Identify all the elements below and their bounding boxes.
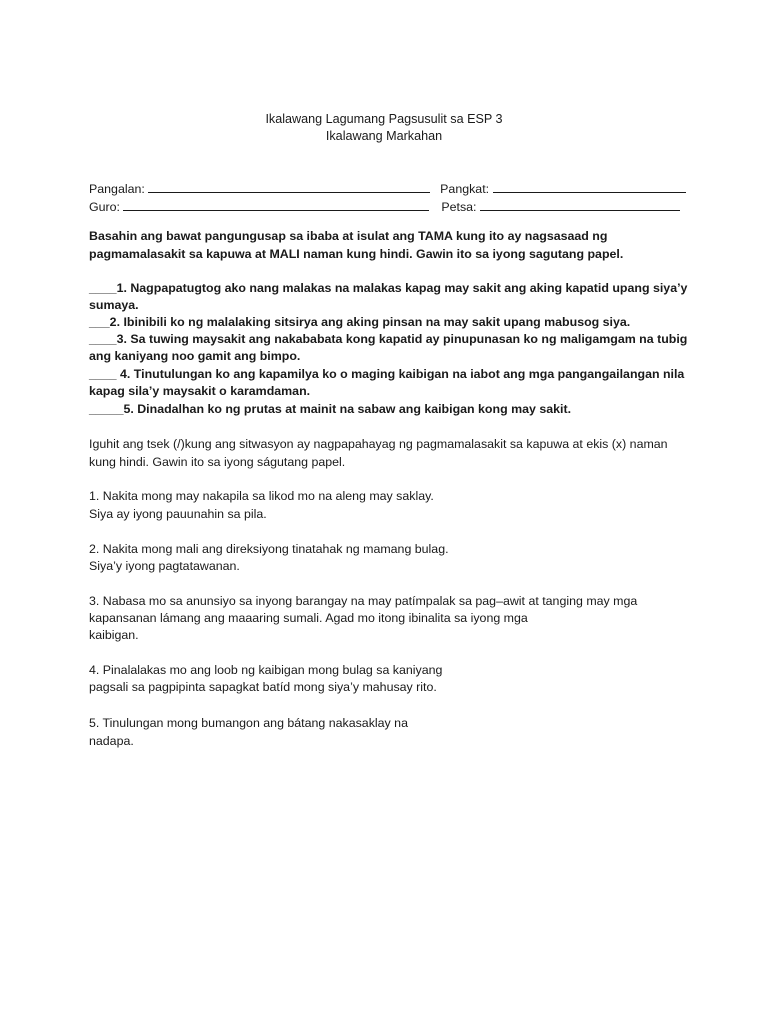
part1-item-2: ___2. Ibinibili ko ng malalaking sitsirya ang aking pinsan na may sakit upang mabusog siya. — [89, 315, 631, 329]
part1-item-1-line-1: ____1. Nagpapatugtog ako nang malakas na malakas kapag may sakit ang aking kapatid upang siya’y — [89, 281, 688, 295]
part2-instructions-line-2: kung hindi. Gawin ito sa iyong ságutang papel. — [89, 455, 346, 469]
part2-item-3-line-1: 3. Nabasa mo sa anunsiyo sa inyong barangay na may patímpalak sa pag–awit at tanging may mga — [89, 594, 638, 608]
part1-item-4-line-2: kapag sila’y maysakit o karamdaman. — [89, 384, 311, 398]
teacher-blank[interactable] — [123, 198, 429, 211]
part2-item-5-line-2: nadapa. — [89, 734, 134, 748]
part2-item-2-line-1: 2. Nakita mong mali ang direksiyong tinatahak ng mamang bulag. — [89, 542, 449, 556]
document-title: Ikalawang Lagumang Pagsusulit sa ESP 3 — [265, 112, 503, 126]
part1-item-3-line-1: ____3. Sa tuwing maysakit ang nakababata kong kapatid ay pinupunasan ko ng maligamgam na tubig — [89, 332, 688, 346]
part1-item-3-line-2: ang kaniyang noo gamit ang bimpo. — [89, 349, 301, 363]
part2-item-1-line-2: Siya ay iyong pauunahin sa pila. — [89, 507, 267, 521]
name-blank[interactable] — [148, 180, 430, 193]
part2-item-2-line-2: Siya’y iyong pagtatawanan. — [89, 559, 240, 573]
section-label: Pangkat: — [440, 182, 490, 196]
part2-item-4-line-2: pagsali sa pagpipinta sapagkat batíd mong siya’y mahusay rito. — [89, 680, 437, 694]
teacher-label: Guro: — [89, 200, 120, 214]
part1-item-1-line-2: sumaya. — [89, 298, 139, 312]
part2-instructions-line-1: Iguhit ang tsek (/)kung ang sitwasyon ay nagpapahayag ng pagmamalasakit sa kapuwa at ekis (x) naman — [89, 437, 668, 451]
name-section-row — [89, 180, 686, 198]
part1-instructions-line-2: pagmamalasakit sa kapuwa at MALI naman kung hindi. Gawin ito sa iyong sagutang papel. — [89, 247, 624, 261]
part1-item-5: _____5. Dinadalhan ko ng prutas at mainit na sabaw ang kaibigan kong may sakit. — [89, 402, 572, 416]
name-label: Pangalan: — [89, 182, 145, 196]
part2-item-4-line-1: 4. Pinalalakas mo ang loob ng kaibigan mong bulag sa kaniyang — [89, 663, 443, 677]
date-label: Petsa: — [441, 200, 477, 214]
part1-instructions-line-1: Basahin ang bawat pangungusap sa ibaba at isulat ang TAMA kung ito ay nagsasaad ng — [89, 229, 608, 243]
date-blank[interactable] — [480, 198, 680, 211]
document-subtitle: Ikalawang Markahan — [325, 129, 443, 143]
teacher-date-row — [89, 198, 680, 216]
part2-item-5-line-1: 5. Tinulungan mong bumangon ang bátang nakasaklay na — [89, 716, 408, 730]
section-blank[interactable] — [493, 180, 686, 193]
part2-item-3-line-3: kaibigan. — [89, 628, 139, 642]
part1-item-4-line-1: ____ 4. Tinutulungan ko ang kapamilya ko o maging kaibigan na iabot ang mga pangangailangan nila — [89, 367, 685, 381]
part2-item-3-line-2: kapansanan lámang ang maaaring sumali. Agad mo itong ibinalita sa iyong mga — [89, 611, 528, 625]
part2-item-1-line-1: 1. Nakita mong may nakapila sa likod mo na aleng may saklay. — [89, 489, 434, 503]
